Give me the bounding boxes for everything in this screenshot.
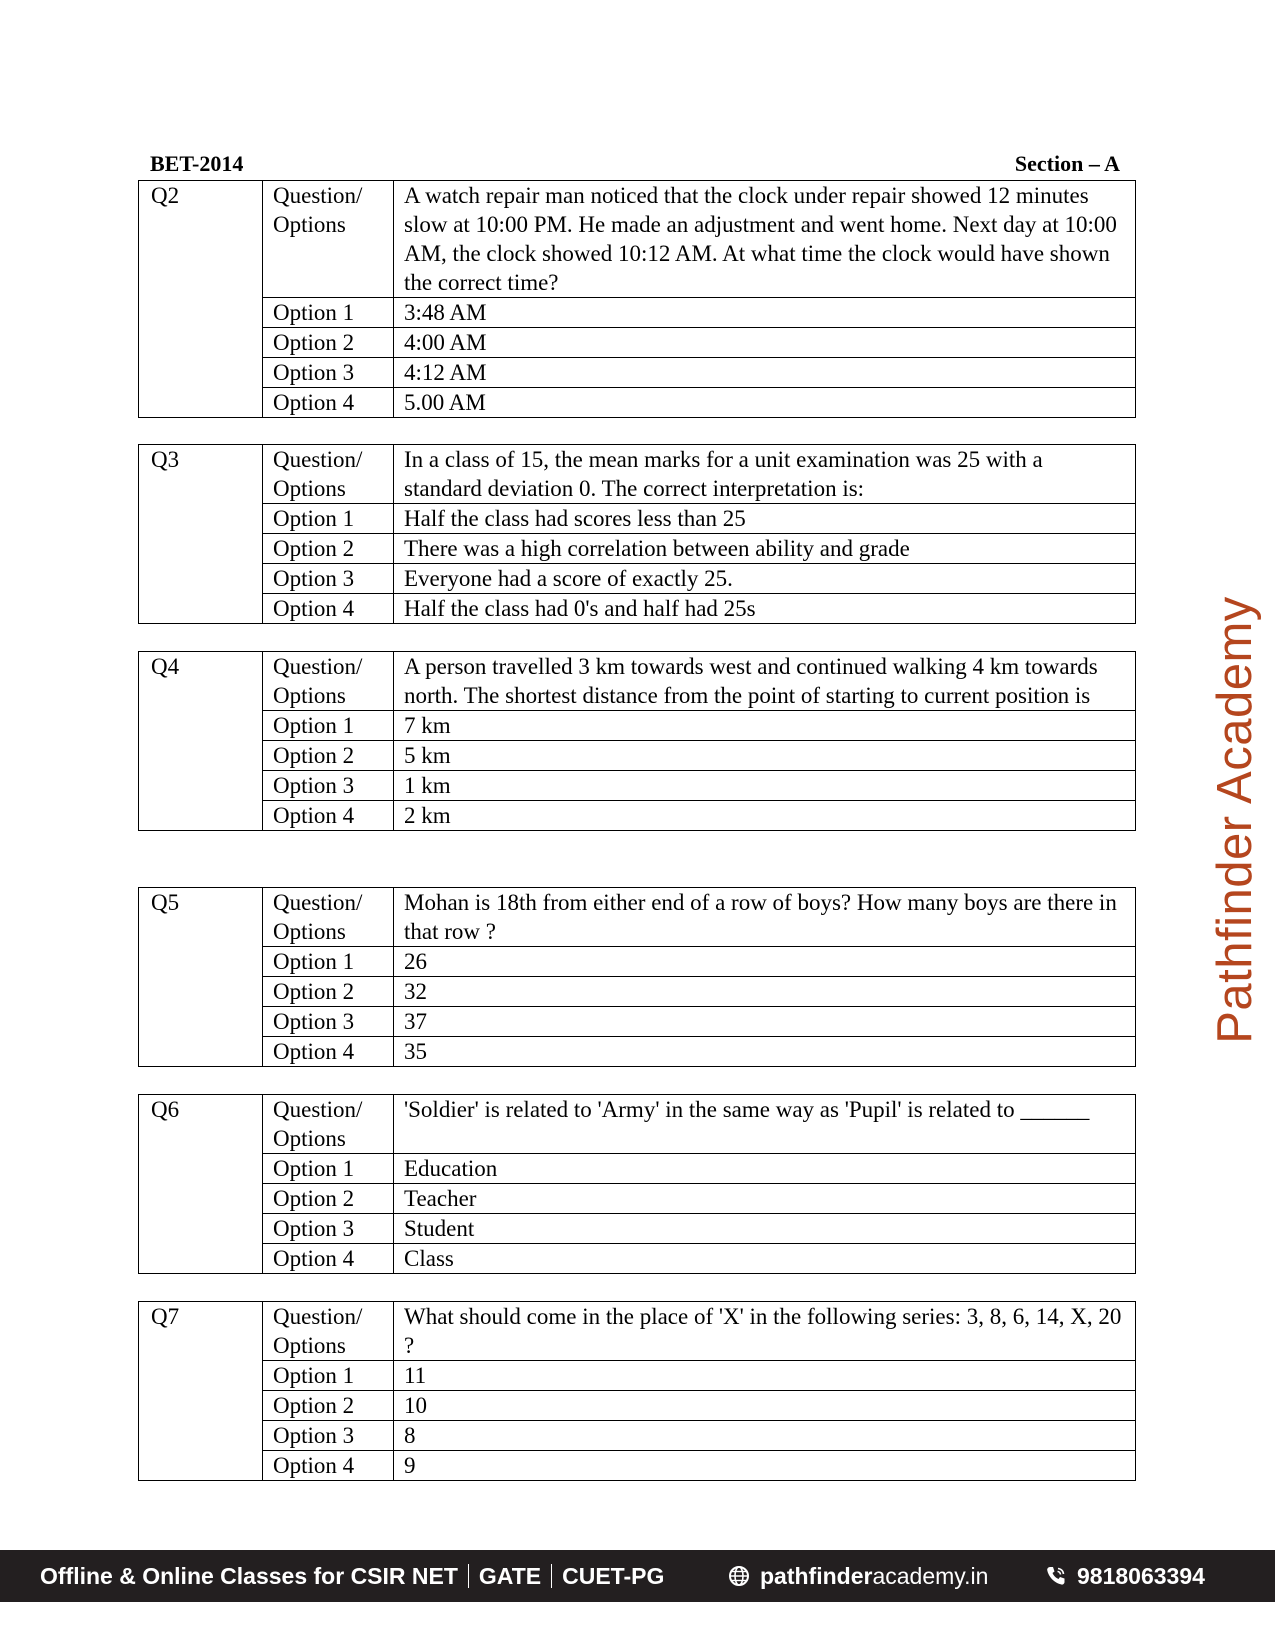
question-table [138,651,1136,831]
option-label: Option 4 [263,1451,394,1481]
question-number: Q4 [139,652,263,831]
question-number: Q7 [139,1302,263,1481]
question-text: 'Soldier' is related to 'Army' in the same way as 'Pupil' is related to ______ [394,1095,1136,1154]
option-label: Option 3 [263,358,394,388]
question-table [138,444,1136,624]
question-text: What should come in the place of 'X' in the following series: 3, 8, 6, 14, X, 20 ? [394,1302,1136,1361]
option-row [139,1451,1136,1481]
question-label: Question/ Options [263,888,394,947]
option-label: Option 3 [263,771,394,801]
option-label: Option 1 [263,711,394,741]
option-label: Option 1 [263,1361,394,1391]
footer-divider [551,1564,552,1588]
footer-exam-cuet: CUET-PG [562,1562,665,1589]
option-value: 10 [394,1391,1136,1421]
option-row [139,1007,1136,1037]
option-value: Education [394,1154,1136,1184]
question-row [139,1095,1136,1154]
question-label: Question/ Options [263,1302,394,1361]
option-label: Option 4 [263,594,394,624]
question-number: Q2 [139,181,263,418]
option-value: 7 km [394,711,1136,741]
option-value: 9 [394,1451,1136,1481]
option-label: Option 3 [263,1214,394,1244]
option-label: Option 2 [263,1184,394,1214]
option-row [139,1244,1136,1274]
option-row [139,1391,1136,1421]
option-value: 26 [394,947,1136,977]
footer-offer: Offline & Online Classes for CSIR NET [40,1562,458,1589]
option-label: Option 4 [263,1244,394,1274]
question-row [139,888,1136,947]
question-table [138,1094,1136,1274]
footer-phone[interactable] [1045,1550,1205,1602]
question-label: Question/ Options [263,445,394,504]
option-value: 8 [394,1421,1136,1451]
option-value: Half the class had scores less than 25 [394,504,1136,534]
option-label: Option 1 [263,1154,394,1184]
option-row [139,1184,1136,1214]
question-row [139,181,1136,298]
option-label: Option 3 [263,1421,394,1451]
option-value: Student [394,1214,1136,1244]
question-text: A person travelled 3 km towards west and continued walking 4 km towards north. The shortest distance from the point of starting to current position is [394,652,1136,711]
option-value: Teacher [394,1184,1136,1214]
option-row [139,977,1136,1007]
option-value: 5 km [394,741,1136,771]
option-row [139,564,1136,594]
option-row [139,388,1136,418]
option-row [139,741,1136,771]
question-table [138,180,1136,418]
option-value: 3:48 AM [394,298,1136,328]
question-text: A watch repair man noticed that the clock under repair showed 12 minutes slow at 10:00 PM. He made an adjustment and went home. Next day at 10:00 AM, the clock showed 10:12 AM. At what time the clock would have shown the correct time? [394,181,1136,298]
option-row [139,358,1136,388]
footer-website[interactable] [728,1550,988,1602]
question-number: Q6 [139,1095,263,1274]
option-row [139,1154,1136,1184]
question-label: Question/ Options [263,652,394,711]
option-value: 35 [394,1037,1136,1067]
exam-title: BET-2014 [150,151,244,176]
option-label: Option 3 [263,1007,394,1037]
option-value: There was a high correlation between ability and grade [394,534,1136,564]
question-text: In a class of 15, the mean marks for a unit examination was 25 with a standard deviation 0. The correct interpretation is: [394,445,1136,504]
option-value: 2 km [394,801,1136,831]
question-table [138,1301,1136,1481]
question-row [139,1302,1136,1361]
option-label: Option 1 [263,504,394,534]
option-row [139,1037,1136,1067]
page-header [150,150,1120,178]
option-row [139,504,1136,534]
option-value: 4:12 AM [394,358,1136,388]
option-value: 37 [394,1007,1136,1037]
option-row [139,1421,1136,1451]
question-row [139,445,1136,504]
question-text: Mohan is 18th from either end of a row of boys? How many boys are there in that row ? [394,888,1136,947]
option-row [139,328,1136,358]
option-value: 32 [394,977,1136,1007]
site-name: pathfinder [760,1562,873,1589]
question-number: Q5 [139,888,263,1067]
option-value: 1 km [394,771,1136,801]
option-value: Class [394,1244,1136,1274]
option-label: Option 3 [263,564,394,594]
option-label: Option 4 [263,1037,394,1067]
footer-banner [0,1550,1275,1602]
option-value: 4:00 AM [394,328,1136,358]
option-label: Option 2 [263,1391,394,1421]
footer-classes [40,1550,664,1602]
site-domain: academy.in [872,1562,989,1589]
option-label: Option 2 [263,977,394,1007]
option-row [139,298,1136,328]
option-row [139,1214,1136,1244]
section-title: Section – A [1014,151,1120,176]
footer-divider [468,1564,469,1588]
question-row [139,652,1136,711]
question-number: Q3 [139,445,263,624]
globe-icon [728,1565,750,1587]
watermark: Pathfinder Academy [1208,596,1262,1044]
option-row [139,801,1136,831]
footer-exam-gate: GATE [478,1562,542,1589]
option-row [139,711,1136,741]
option-row [139,1361,1136,1391]
option-value: 5.00 AM [394,388,1136,418]
question-label: Question/ Options [263,181,394,298]
option-value: Half the class had 0's and half had 25s [394,594,1136,624]
option-value: 11 [394,1361,1136,1391]
option-label: Option 4 [263,388,394,418]
question-label: Question/ Options [263,1095,394,1154]
option-label: Option 4 [263,801,394,831]
option-row [139,947,1136,977]
phone-number: 9818063394 [1077,1562,1205,1589]
question-table [138,887,1136,1067]
phone-icon [1045,1565,1067,1587]
option-row [139,534,1136,564]
option-label: Option 2 [263,534,394,564]
option-label: Option 1 [263,298,394,328]
option-row [139,594,1136,624]
option-value: Everyone had a score of exactly 25. [394,564,1136,594]
option-label: Option 1 [263,947,394,977]
option-label: Option 2 [263,328,394,358]
option-row [139,771,1136,801]
option-label: Option 2 [263,741,394,771]
